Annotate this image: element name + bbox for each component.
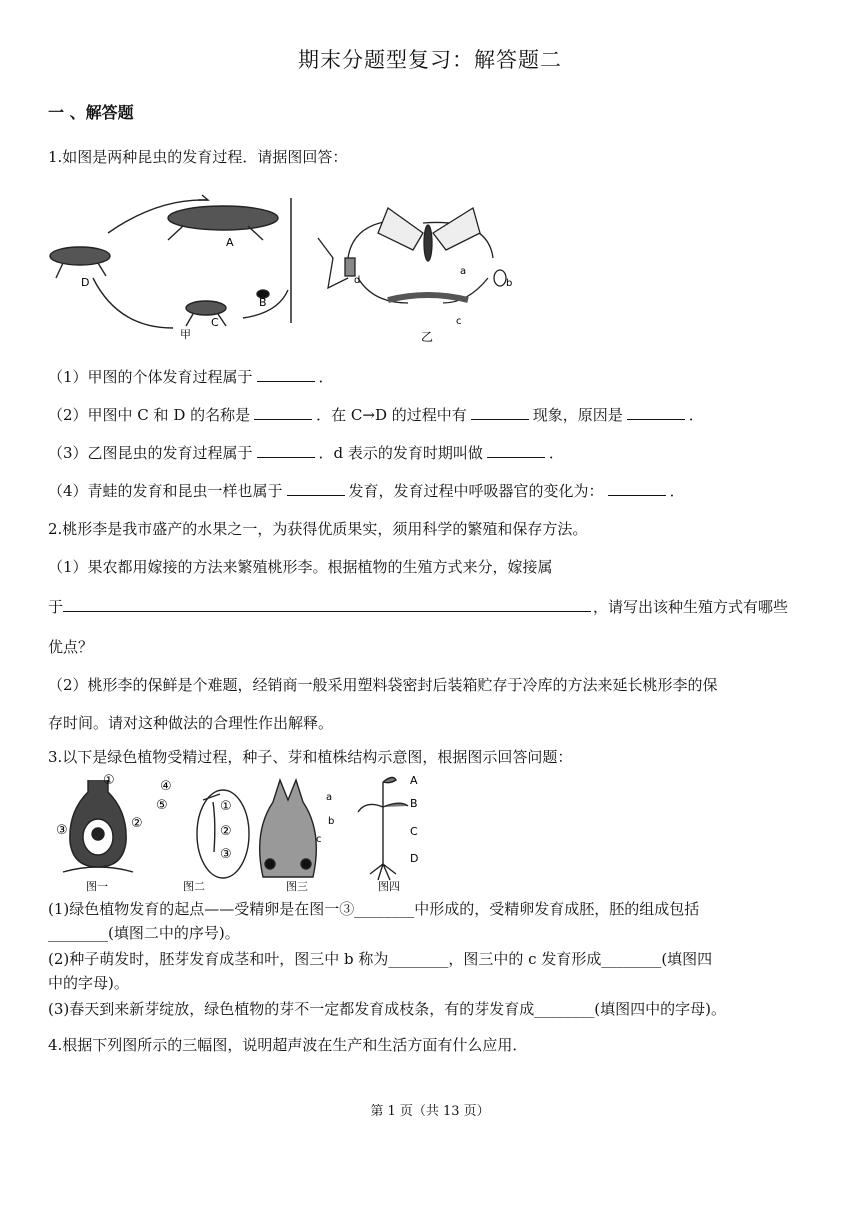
- fig3-mark-c: c: [316, 834, 322, 845]
- fig2-mark-3: ③: [220, 847, 232, 862]
- page-title: 期末分题型复习：解答题二: [298, 48, 562, 72]
- ovary-diagram: [63, 780, 133, 872]
- label-d: d: [354, 275, 361, 286]
- q2-stem: 2.桃形李是我市盛产的水果之一，为获得优质果实，须用科学的繁殖和保存方法。: [48, 520, 588, 538]
- label-c: c: [456, 316, 462, 327]
- q1-part2: （2）甲图中 C 和 D 的名称是 ．在 C→D 的过程中有 现象，原因是 ．: [48, 406, 704, 424]
- fig2-mark-5: ⑤: [156, 798, 168, 813]
- label-yi: 乙: [421, 330, 434, 344]
- plant-diagram: [358, 777, 408, 880]
- q2-part1-line2: 于 ，请写出该种生殖方式有哪些: [48, 598, 789, 616]
- fig3-mark-b: b: [328, 816, 335, 827]
- fig4-mark-C: C: [410, 825, 418, 838]
- q1-insect-figure: [48, 178, 518, 348]
- q3-stem: 3.以下是绿色植物受精过程，种子、芽和植株结构示意图，根据图示回答问题：: [48, 748, 573, 766]
- label-b: b: [506, 278, 513, 289]
- section-heading: 一 、解答题: [48, 103, 134, 122]
- fig1-mark-1: ①: [103, 773, 115, 788]
- fig1-mark-3: ③: [56, 823, 68, 838]
- page-footer: 第 1 页（共 13 页）: [370, 1104, 490, 1119]
- butterfly-cycle-diagram: [318, 208, 506, 303]
- fig4-mark-B: B: [410, 797, 418, 810]
- q1-part1: （1）甲图的个体发育过程属于 ．: [48, 368, 334, 386]
- q3-part2-line2: 中的字母)。: [48, 974, 129, 992]
- q2-part1-line1: （1）果农都用嫁接的方法来繁殖桃形李。根据植物的生殖方式来分，嫁接属: [48, 558, 553, 576]
- q2-part2-line1: （2）桃形李的保鲜是个难题，经销商一般采用塑料袋密封后装箱贮存于冷库的方法来延长桃形李的保: [48, 676, 718, 694]
- label-jia: 甲: [180, 328, 191, 341]
- fig4-caption: 图四: [378, 880, 400, 893]
- q3-part1-line1: (1)绿色植物发育的起点——受精卵是在图一③________中形成的，受精卵发育成胚，胚的组成包括: [48, 900, 700, 918]
- label-A: A: [226, 236, 234, 249]
- fig4-mark-D: D: [410, 852, 419, 865]
- label-a: a: [460, 266, 467, 277]
- q3-part1-line2: ________(填图二中的序号)。: [48, 924, 240, 942]
- fig1-mark-2: ②: [131, 816, 143, 831]
- q1-part4: （4）青蛙的发育和昆虫一样也属于 发育，发育过程中呼吸器官的变化为： ．: [48, 482, 685, 500]
- fig4-mark-A: A: [410, 774, 418, 787]
- q2-part1-line3: 优点？: [48, 638, 94, 656]
- q1-stem: 1.如图是两种昆虫的发育过程．请据图回答：: [48, 148, 348, 166]
- fig3-caption: 图三: [286, 880, 308, 893]
- fig3-mark-a: a: [326, 792, 333, 803]
- fig2-mark-2: ②: [220, 824, 232, 839]
- fig2-caption: 图二: [183, 880, 205, 893]
- fig1-caption: 图一: [86, 880, 108, 893]
- q1-part3: （3）乙图昆虫的发育过程属于 ．d 表示的发育时期叫做 ．: [48, 444, 564, 462]
- q3-part3: (3)春天到来新芽绽放，绿色植物的芽不一定都发育成枝条，有的芽发育成________(填图四中的字母)。: [48, 1000, 726, 1018]
- fig2-mark-4: ④: [160, 779, 172, 794]
- grasshopper-cycle-diagram: [50, 195, 288, 328]
- label-B: B: [259, 296, 267, 309]
- label-C: C: [211, 316, 219, 329]
- bud-diagram: [260, 780, 317, 877]
- q2-part2-line2: 存时间。请对这种做法的合理性作出解释。: [48, 714, 334, 732]
- label-D: D: [81, 276, 90, 289]
- q3-part2-line1: (2)种子萌发时，胚芽发育成茎和叶，图三中 b 称为________，图三中的 c 发育形成________(填图四: [48, 950, 713, 968]
- q4-stem: 4.根据下列图所示的三幅图，说明超声波在生产和生活方面有什么应用．: [48, 1036, 528, 1054]
- q3-plant-figure: [48, 772, 438, 894]
- fig2-mark-1: ①: [220, 799, 232, 814]
